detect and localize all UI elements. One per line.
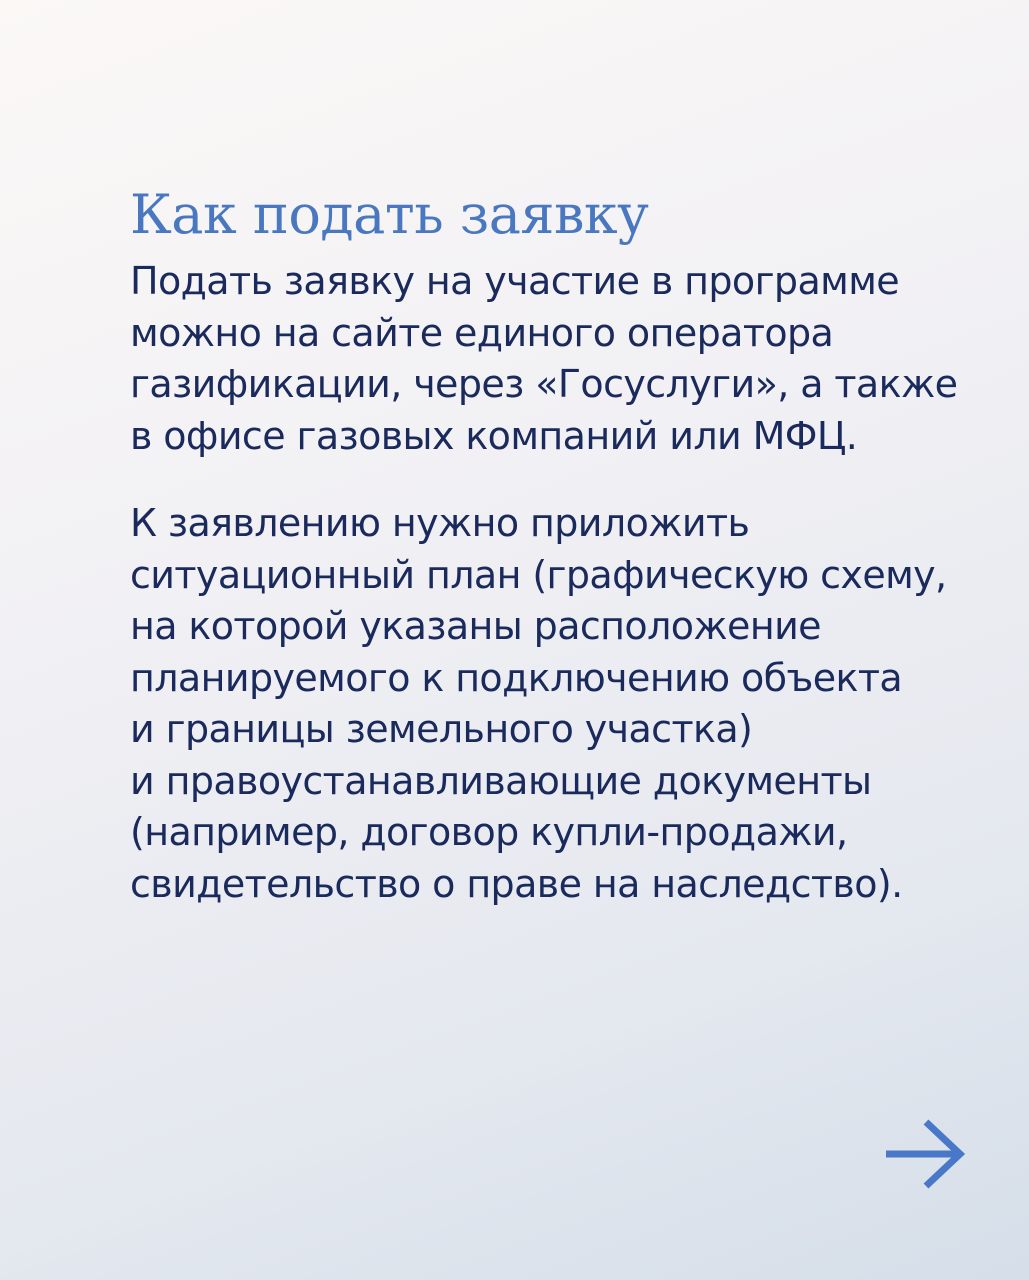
next-slide-button[interactable] bbox=[882, 1114, 966, 1194]
paragraph-how-to-apply bbox=[130, 256, 990, 462]
paragraph-line: планируемого к подключению объекта bbox=[130, 655, 903, 700]
paragraph-line: (например, договор купли-продажи, bbox=[130, 810, 848, 854]
paragraph-required-documents bbox=[130, 498, 990, 910]
content bbox=[130, 180, 990, 910]
paragraph-line: ситуационный план (графическую схему, bbox=[130, 552, 947, 597]
paragraph-line: можно на сайте единого оператора bbox=[130, 310, 834, 355]
paragraph-line: свидетельство о праве на наследство). bbox=[130, 861, 903, 906]
paragraph-line: и правоустанавливающие документы bbox=[130, 758, 872, 803]
paragraph-line: газификации, через «Госуслуги», а также bbox=[130, 362, 958, 406]
paragraph-line: в офисе газовых компаний или МФЦ. bbox=[130, 413, 858, 458]
paragraph-line: К заявлению нужно приложить bbox=[130, 501, 750, 545]
page-title: Как подать заявку bbox=[130, 183, 649, 246]
paragraph-line: Подать заявку на участие в программе bbox=[130, 259, 900, 303]
paragraph-line: и границы земельного участка) bbox=[130, 707, 753, 751]
arrow-right-icon bbox=[882, 1114, 966, 1194]
paragraph-line: на которой указаны расположение bbox=[130, 604, 821, 648]
